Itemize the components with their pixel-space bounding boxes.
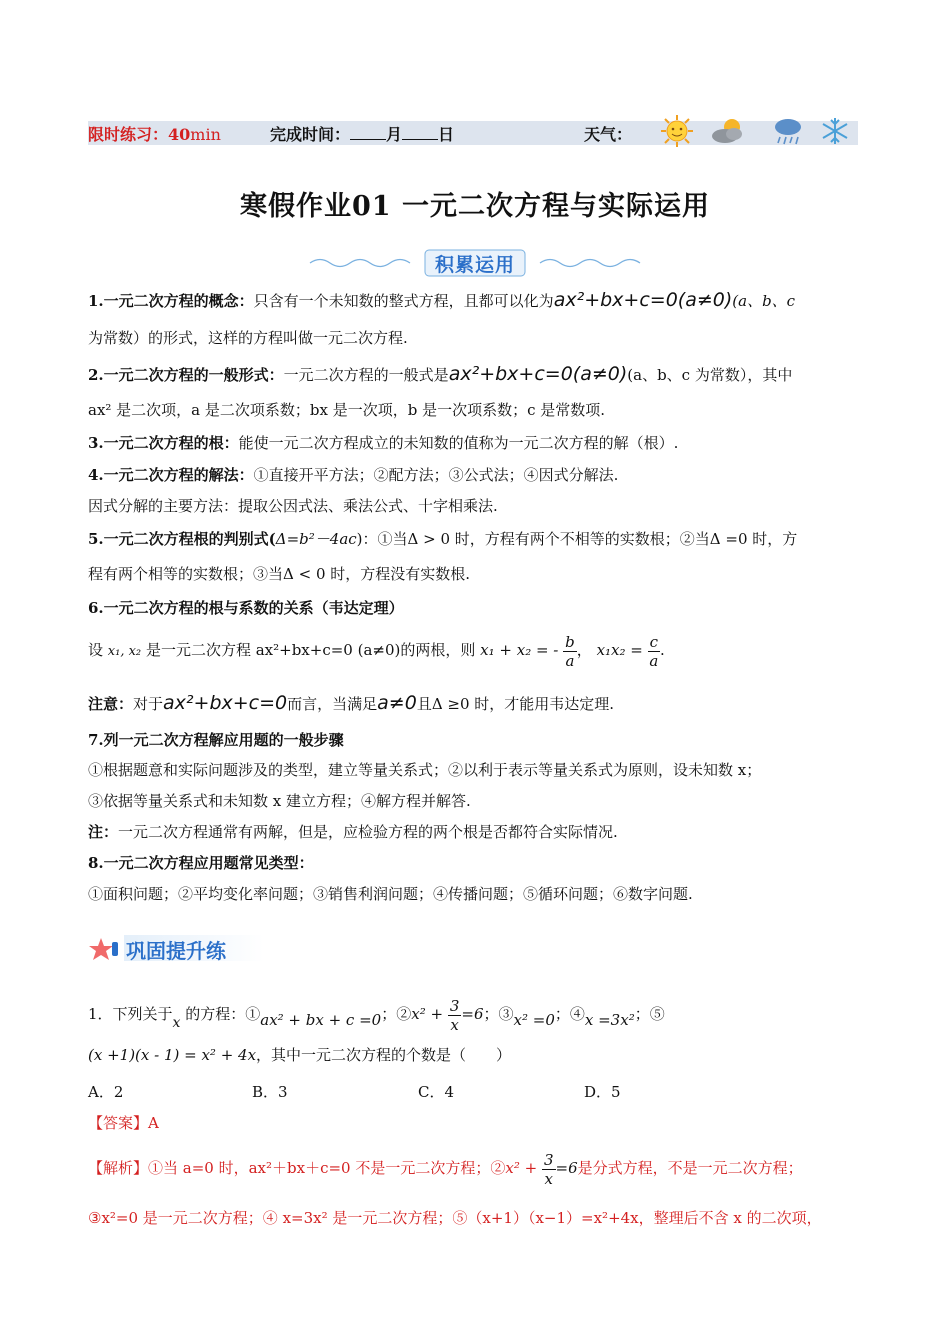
option-a[interactable]: A．2 — [88, 1083, 124, 1101]
item-4-line2: 因式分解的主要方法：提取公因式法、乘法公式、十字相乘法. — [88, 497, 498, 515]
item-7-heading: 7.列一元二次方程解应用题的一般步骤 — [88, 731, 344, 749]
item-4: 4.一元二次方程的解法：①直接开平方法；②配方法；③公式法；④因式分解法. — [88, 466, 619, 484]
item-7-note: 注：一元二次方程通常有两解，但是，应检验方程的两个根是否都符合实际情况. — [88, 823, 618, 841]
analysis-line2: ③x²=0 是一元二次方程；④ x=3x² 是一元二次方程；⑤（x+1）（x−1）=x²+4x，整理后不含 x 的二次项， — [88, 1209, 822, 1227]
item-5: 5.一元二次方程根的判别式(Δ=b²－4ac)：①当Δ > 0 时，方程有两个不相等的实数根；②当Δ =0 时，方 — [88, 530, 798, 548]
answer: 【答案】A — [88, 1114, 159, 1132]
banner-2-title: 巩固提升练 — [126, 939, 226, 963]
page-title: 寒假作业01 一元二次方程与实际运用 — [240, 191, 710, 222]
option-b[interactable]: B．3 — [252, 1083, 288, 1101]
time-unit: min — [190, 125, 221, 144]
analysis-line1: 【解析】①当 a=0 时，ax²＋bx＋c=0 不是一元二次方程；②x² + $\frac{3}{x}$ =6是分式方程，不是一元二次方程； — [88, 1150, 803, 1188]
question-1-line2: (x +1)(x - 1) = x² + 4x，其中一元二次方程的个数是（ ） — [88, 1046, 512, 1064]
finish-time — [270, 122, 454, 145]
weather — [584, 122, 632, 145]
item-6-body: 设 x₁, x₂ 是一元二次方程 ax²+bx+c=0 (a≠0)的两根，则 x₁ + x₂ = - $\frac{b}{a}$ ， x₁x₂ = $\frac{c}{a}$ . — [88, 632, 665, 670]
note: 注意：对于ax²+bx+c=0而言，当满足a≠0且Δ ≥0 时，才能用韦达定理. — [88, 692, 615, 714]
item-1: 1.一元二次方程的概念：只含有一个未知数的整式方程，且都可以化为ax²+bx+c=0(a≠0)(a、b、c — [88, 289, 796, 311]
snowflake-icon[interactable] — [820, 116, 850, 146]
partly-cloudy-icon[interactable] — [710, 116, 746, 146]
rain-icon[interactable] — [772, 116, 804, 148]
item-5-line2: 程有两个相等的实数根；③当Δ < 0 时，方程没有实数根. — [88, 565, 471, 583]
item-1-line2: 为常数）的形式，这样的方程叫做一元二次方程. — [88, 329, 408, 347]
item-8-body: ①面积问题；②平均变化率问题；③销售利润问题；④传播问题；⑤循环问题；⑥数字问题. — [88, 885, 693, 903]
question-1: 1．下列关于x 的方程：①ax² + bx + c =0；②x² + $\frac{3}{x}$ =6；③x² =0；④x =3x²；⑤ — [88, 996, 665, 1034]
item-7-line2: ③依据等量关系式和未知数 x 建立方程；④解方程并解答. — [88, 792, 471, 810]
fraction-c-over-a: $\frac{c}{a}$ — [649, 632, 659, 670]
star-icon — [88, 936, 122, 962]
time-label: 限时练习： — [88, 125, 169, 144]
finish-label: 完成时间： — [270, 125, 351, 144]
item-8-heading: 8.一元二次方程应用题常见类型： — [88, 854, 314, 872]
banner-title: 积累运用 — [434, 254, 515, 276]
option-d[interactable]: D．5 — [584, 1083, 621, 1101]
day-label: 日 — [438, 125, 455, 144]
item-3: 3.一元二次方程的根：能使一元二次方程成立的未知数的值称为一元二次方程的解（根）. — [88, 434, 679, 452]
item-7-line1: ①根据题意和实际问题涉及的类型，建立等量关系式；②以利于表示等量关系式为原则，设未知数 x； — [88, 761, 762, 779]
sun-icon[interactable] — [660, 114, 694, 148]
item-2: 2.一元二次方程的一般形式：一元二次方程的一般式是ax²+bx+c=0(a≠0)(a、b、c 为常数），其中 — [88, 363, 793, 385]
time-value: 40 — [168, 125, 191, 144]
fraction-b-over-a: $\frac{b}{a}$ — [565, 632, 575, 670]
item-6-heading: 6.一元二次方程的根与系数的关系（韦达定理） — [88, 599, 404, 617]
time-limit — [88, 122, 221, 145]
option-c[interactable]: C．4 — [418, 1083, 455, 1101]
weather-label: 天气： — [584, 125, 633, 144]
fraction-3-over-x: $\frac{3}{x}$ — [449, 996, 460, 1034]
fraction-analysis: $\frac{3}{x}$ — [543, 1150, 554, 1188]
item-2-line2: ax² 是二次项，a 是二次项系数；bx 是一次项，b 是一次项系数；c 是常数项. — [88, 401, 606, 419]
month-blank[interactable] — [350, 125, 386, 140]
day-blank[interactable] — [402, 125, 438, 140]
month-label: 月 — [386, 125, 403, 144]
